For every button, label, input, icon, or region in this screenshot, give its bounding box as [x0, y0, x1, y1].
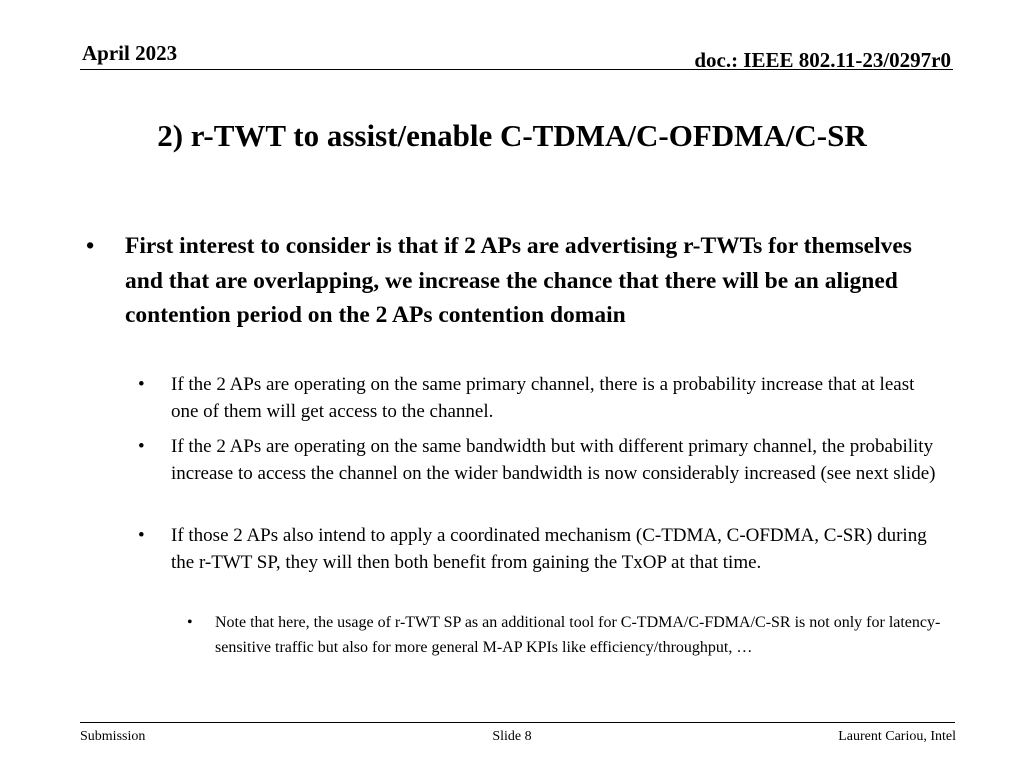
bullet-level2-text: If the 2 APs are operating on the same primary channel, there is a probability increase that at least one of them will get access to the channel. — [171, 374, 915, 422]
bullet-marker-l2: • — [138, 525, 145, 546]
bullet-level1-text: First interest to consider is that if 2 APs are advertising r-TWTs for themselves and that are overlapping, we increase the chance that there will be an aligned contention period on the 2 APs contention domain — [125, 233, 912, 328]
footer-slide-number: Slide 8 — [492, 729, 532, 744]
header-divider — [80, 69, 953, 70]
footer-author: Laurent Cariou, Intel — [838, 729, 956, 744]
bullet-marker-l2: • — [138, 374, 145, 395]
bullet-marker-l1: • — [86, 233, 95, 259]
slide-title: 2) r-TWT to assist/enable C-TDMA/C-OFDMA/C-SR — [157, 118, 867, 153]
bullet-level2-text: If the 2 APs are operating on the same bandwidth but with different primary channel, the probability increase to access the channel on the wider bandwidth is now considerably increased (see next slide) — [171, 436, 936, 484]
header-date: April 2023 — [82, 41, 178, 65]
bullet-level3-text: Note that here, the usage of r-TWT SP as an additional tool for C-TDMA/C-FDMA/C-SR is not only for latency-sensitive traffic but also for more general M-AP KPIs like efficiency/throughput, … — [215, 614, 941, 656]
header-doc-id: doc.: IEEE 802.11-23/0297r0 — [694, 48, 951, 72]
bullet-level2-text: If those 2 APs also intend to apply a coordinated mechanism (C-TDMA, C-OFDMA, C-SR) during the r-TWT SP, they will then both benefit from gaining the TxOP at that time. — [171, 525, 927, 573]
bullet-marker-l2: • — [138, 436, 145, 457]
bullet-marker-l3: • — [187, 614, 193, 631]
footer-submission: Submission — [80, 729, 146, 744]
footer-divider — [80, 722, 955, 723]
